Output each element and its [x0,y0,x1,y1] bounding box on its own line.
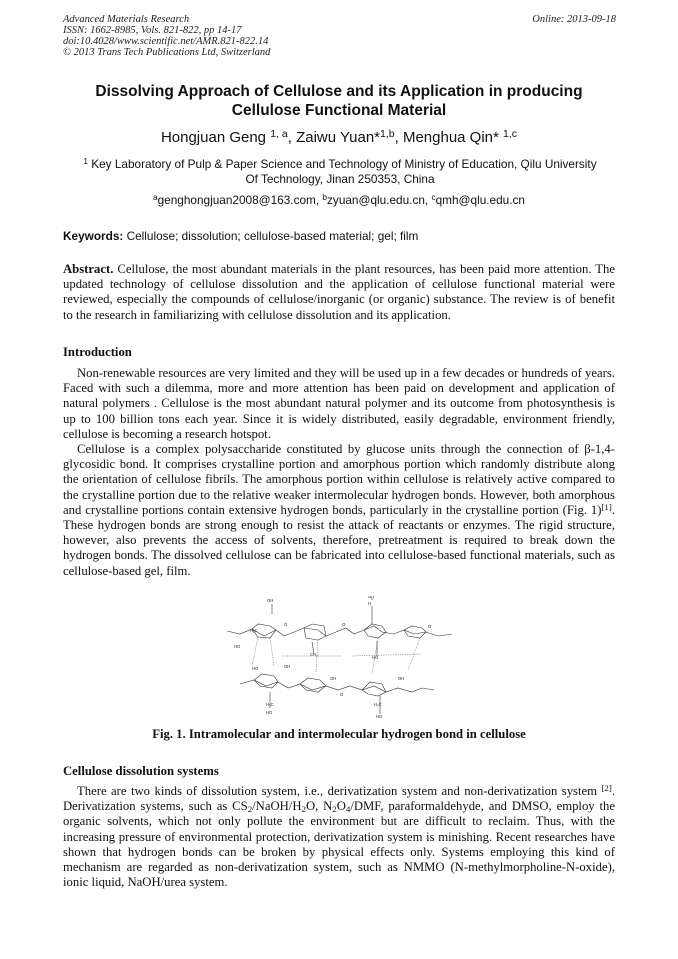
keywords-text: Cellulose; dissolution; cellulose-based material; gel; film [123,229,419,243]
dissolution-text: There are two kinds of dissolution system, i.e., derivatization system and non-derivatization system [77,784,602,798]
author-affiliation-mark: 1,c [503,128,518,141]
email-address: zyuan@qlu.edu.cn [327,193,425,207]
email-list [60,193,618,208]
intro-paragraph-1: Non-renewable resources are very limited and they will be used up in a few decades or hundreds of years. Faced with such a dilemma, more and more attention has been paid on development and application of natural polymers . Cellulose is the most abundant natural polymer and its outcome from photosynthesis is up to 100 billion tons each year. Since it is widely distributed, easily degradable, environment friendly, cellulose is becoming a research hotspot. [63,366,615,441]
journal-name: Advanced Materials Research [63,14,190,25]
dissolution-text: . Derivatization systems, such as CS [63,784,615,814]
dissolution-text: O [336,799,346,814]
dissolution-heading: Cellulose dissolution systems [63,764,219,778]
author-separator: , [287,129,297,146]
figure-caption: Fig. 1. Intramolecular and intermolecular hydrogen bond in cellulose [152,727,526,741]
figure-label-oh: OH [284,664,291,669]
dissolution-text: O, N [305,799,333,814]
figure-label-oh: OH [330,676,337,681]
online-date: Online: 2013-09-18 [532,14,616,25]
introduction-body [63,366,615,579]
email-mark: a [153,193,158,203]
affiliation-number: 1 [83,157,88,167]
title-line-2: Cellulose Functional Material [231,102,447,119]
figure-label-o: O [284,622,288,627]
figure-label-ho: HO [252,666,259,671]
affiliation-line-2: Of Technology, Jinan 250353, China [245,172,435,186]
issn-line: ISSN: 1662-8985, Vols. 821-822, pp 14-17 [63,25,242,36]
figure-label-h: H [368,601,372,606]
keywords-label: Keywords: [63,229,124,243]
subscript: 2 [247,804,253,815]
subscript: 2 [332,804,337,815]
author-affiliation-mark: 1,b [380,128,395,141]
figure-label-oh: OH [267,598,274,603]
abstract [63,262,615,323]
title-line-1: Dissolving Approach of Cellulose and its Application in producing [95,83,583,100]
introduction-heading: Introduction [63,345,132,359]
figure-label-o: O [340,692,344,697]
subscript: 2 [301,804,306,815]
figure-label-oh: OH [398,676,405,681]
copyright-line: © 2013 Trans Tech Publications Ltd, Switzerland [63,47,271,58]
dissolution-text: /DMF, paraformaldehyde, and DMSO, employ the organic solvents, which not only pollute the environment but are difficult to reclaim. Thus, with the increasing pressure of environmental protection, derivatization system is minishing. Recent researches have shown that hydrogen bonds can be broken by physical effects only. Systems employing this kind of mechanism are regarded as non-derivatization system, such as NMMO (N-methylmorpholine-N-oxide), ionic liquid, NaOH/urea system. [63,799,615,890]
abstract-label: Abstract. [63,262,114,276]
intro-paragraph-2-part-b: . These hydrogen bonds are strong enough to resist the attack of reactants or enzymes. The rigid structure, however, also prevents the access of solvents, therefore, pretreatment is required to break down the hydrogen bonds. The dissolved cellulose can be fabricated into cellulose-based functional materials, such as cellulose-based gel, film. [63,502,615,578]
author-name: Hongjuan Geng [160,129,267,146]
email-mark: b [322,193,328,203]
journal-header [63,14,270,58]
subscript: 4 [345,804,351,815]
paper-title [60,82,618,120]
author-list [60,129,618,147]
affiliation [62,157,618,187]
figure-label-h2c: H₂C [250,628,258,633]
figure-label-o: O [428,624,432,629]
intro-paragraph-2-part-a: Cellulose is a complex polysaccharide constituted by glucose units through the connection of β-1,4-glycosidic bond. It comprises crystalline portion and amorphous portion which randomly distribute along the orientation of cellulose fibrils. The amorphous portion within cellulose is relatively active compared to the crystalline portion due to the relative weaker intermolecular hydrogen bonds. However, both amorphous and crystalline portions contain extensive hydrogen bonds, particularly in the crystalline portion (Fig. 1) [63,442,615,517]
email-separator: , [424,193,432,207]
cellulose-structure-figure [222,596,462,720]
author-name: Zaiwu Yuan* [296,129,381,146]
author-name: Menghua Qin* [402,129,499,146]
keywords [63,229,618,244]
figure-label-o: O [342,622,346,627]
figure-label-ho: HO [266,710,273,715]
dissolution-text: /NaOH/H [252,799,302,814]
figure-label-h2c: H₂C [374,702,382,707]
figure-label-ch2: CH₂ [310,652,318,657]
author-separator: , [394,129,403,146]
email-mark: c [431,193,436,203]
dissolution-body [63,784,615,890]
figure-label-ho: HO [234,644,241,649]
email-address: qmh@qlu.edu.cn [435,193,525,207]
doi-line: doi:10.4028/www.scientific.net/AMR.821-822.14 [63,36,269,47]
intro-paragraph-2 [63,442,615,579]
figure-label-ho: HO [372,655,379,660]
dissolution-paragraph [63,784,615,890]
figure-label-h2c: H₂C [266,702,274,707]
abstract-text: Cellulose, the most abundant materials in the plant resources, has been paid more attention. The updated technology of cellulose dissolution and the application of cellulose functional material were reviewed, especially the compounds of cellulose/inorganic (or organic) substance. The review is of benefit to the research in familiarizing with cellulose dissolution and its application. [63,262,615,322]
affiliation-line-1: Key Laboratory of Pulp & Paper Science and Technology of Ministry of Education, Qilu University [91,157,597,171]
email-address: genghongjuan2008@163.com [157,193,316,207]
figure-label-oh: OH [368,596,375,599]
citation-ref[interactable]: [2] [601,783,612,793]
citation-ref[interactable]: [1] [601,501,612,512]
email-separator: , [315,193,323,207]
figure-label-ho: HO [376,714,383,719]
author-affiliation-mark: 1, a [270,128,288,141]
